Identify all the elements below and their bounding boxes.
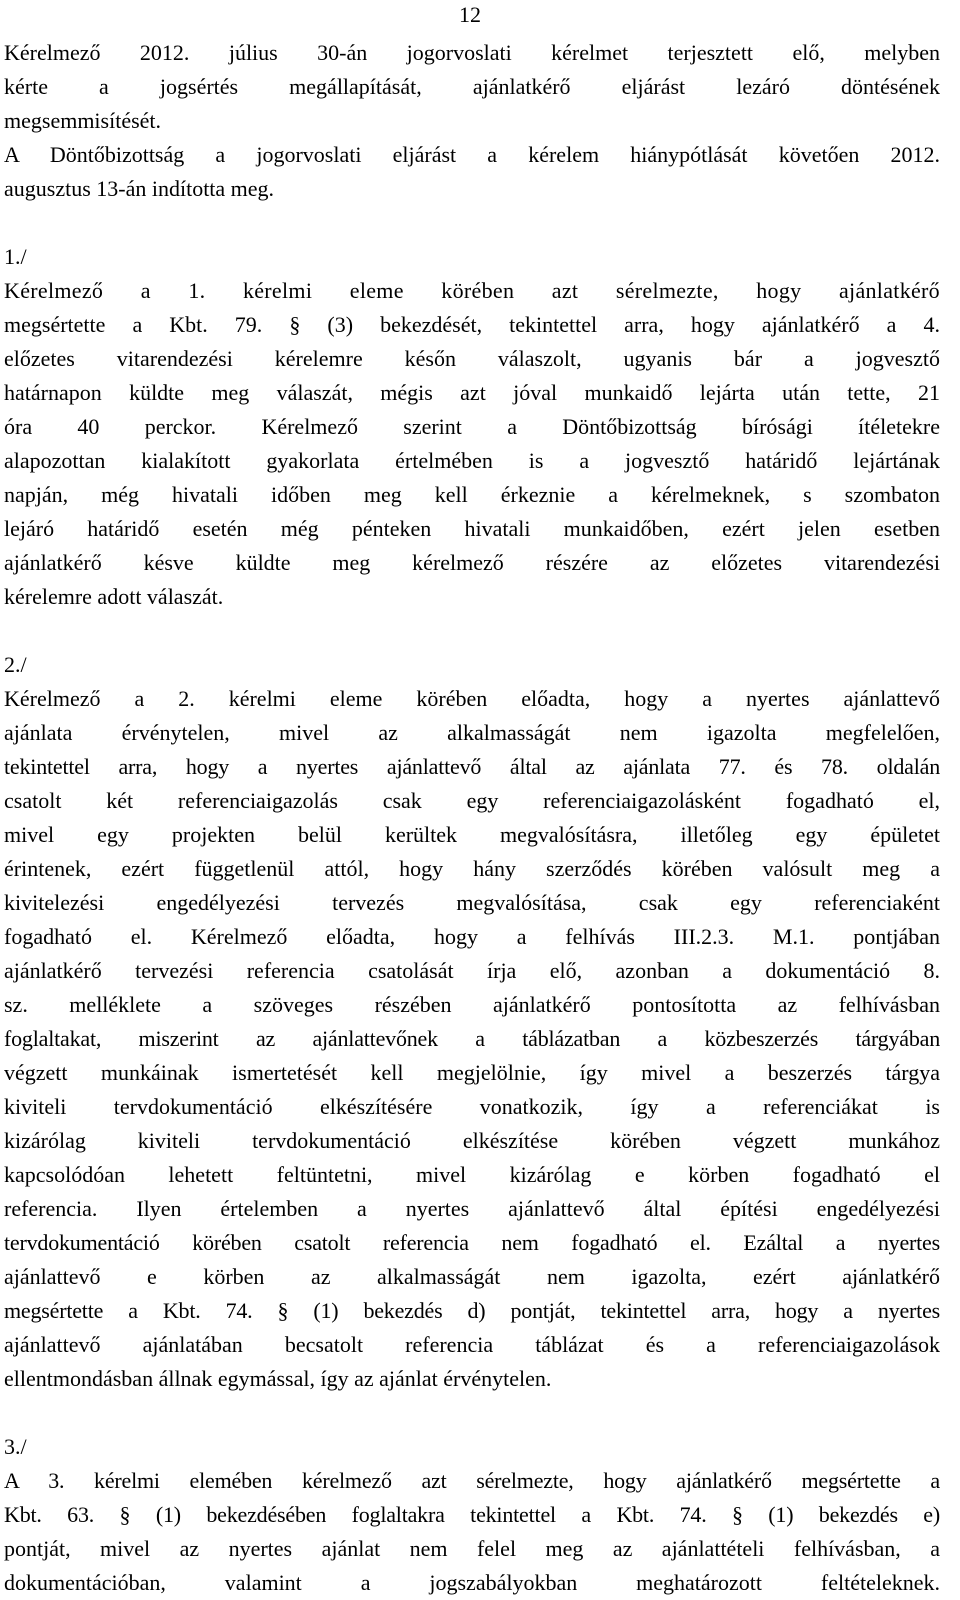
text-line: végzett munkáinak ismertetését kell megjelölnie, így mivel a beszerzés tárgya <box>4 1060 940 1085</box>
text-line: fogadható el. Kérelmező előadta, hogy a felhívás III.2.3. M.1. pontjában <box>4 924 940 949</box>
section-heading: 1./ <box>4 244 27 269</box>
section-3 <box>4 1430 940 1600</box>
text-line: napján, még hivatali időben meg kell érkeznie a kérelmeknek, s szombaton <box>4 482 940 507</box>
paragraph-gap <box>4 614 940 648</box>
section-2 <box>4 648 940 1396</box>
section-heading: 2./ <box>4 652 27 677</box>
text-line: augusztus 13-án indította meg. <box>4 176 275 201</box>
text-line: tervdokumentáció körében csatolt referencia nem fogadható el. Ezáltal a nyertes <box>4 1230 940 1255</box>
section-1 <box>4 240 940 614</box>
text-line: ajánlata érvénytelen, mivel az alkalmasságát nem igazolta megfelelően, <box>4 720 940 745</box>
text-line: kérte a jogsértés megállapítását, ajánlatkérő eljárást lezáró döntésének <box>4 74 940 99</box>
text-line: Kérelmező a 1. kérelmi eleme körében azt sérelmezte, hogy ajánlatkérő <box>4 278 940 303</box>
text-line: sz. melléklete a szöveges részében ajánlatkérő pontosította az felhívásban <box>4 992 940 1017</box>
text-line: ellentmondásban állnak egymással, így az ajánlat érvénytelen. <box>4 1366 552 1391</box>
text-line: előzetes vitarendezési kérelemre későn válaszolt, ugyanis bár a jogvesztő <box>4 346 940 371</box>
text-line: határnapon küldte meg válaszát, mégis azt jóval munkaidő lejárta után tette, 21 <box>4 380 940 405</box>
paragraph-gap <box>4 206 940 240</box>
text-line: megsértette a Kbt. 74. § (1) bekezdés d) pontját, tekintettel arra, hogy a nyertes <box>4 1298 940 1323</box>
text-line: megsemmisítését. <box>4 108 162 133</box>
text-line: ajánlattevő e körben az alkalmasságát nem igazolta, ezért ajánlatkérő <box>4 1264 940 1289</box>
text-line: A Döntőbizottság a jogorvoslati eljárást a kérelem hiánypótlását követően 2012. <box>4 142 940 167</box>
paragraph-gap <box>4 1396 940 1430</box>
text-line: A 3. kérelmi elemében kérelmező azt sérelmezte, hogy ajánlatkérő megsértette a <box>4 1468 940 1493</box>
text-line: ajánlatkérő késve küldte meg kérelmező részére az előzetes vitarendezési <box>4 550 940 575</box>
text-line: mivel egy projekten belül kerültek megvalósításra, illetőleg egy épületet <box>4 822 940 847</box>
text-line: ajánlatkérő tervezési referencia csatolását írja elő, azonban a dokumentáció 8. <box>4 958 940 983</box>
text-line: foglaltakat, miszerint az ajánlattevőnek a táblázatban a közbeszerzés tárgyában <box>4 1026 940 1051</box>
section-heading: 3./ <box>4 1434 27 1459</box>
text-line: pontját, mivel az nyertes ajánlat nem felel meg az ajánlattételi felhívásban, a <box>4 1536 940 1561</box>
text-line: kivitelezési engedélyezési tervezés megvalósítása, csak egy referenciaként <box>4 890 940 915</box>
text-line: tekintettel arra, hogy a nyertes ajánlattevő által az ajánlata 77. és 78. oldalán <box>4 754 940 779</box>
text-line: kapcsolódóan lehetett feltüntetni, mivel kizárólag e körben fogadható el <box>4 1162 940 1187</box>
text-line: Kérelmező 2012. július 30-án jogorvoslati kérelmet terjesztett elő, melyben <box>4 40 940 65</box>
text-line: referencia. Ilyen értelemben a nyertes ajánlattevő által építési engedélyezési <box>4 1196 940 1221</box>
text-line: kérelemre adott válaszát. <box>4 584 224 609</box>
document-body <box>4 36 940 1600</box>
text-line: érintenek, ezért függetlenül attól, hogy hány szerződés körében valósult meg a <box>4 856 940 881</box>
text-line: lejáró határidő esetén még pénteken hivatali munkaidőben, ezért jelen esetben <box>4 516 940 541</box>
page-number: 12 <box>459 2 481 27</box>
text-line: kiviteli tervdokumentáció elkészítésére vonatkozik, így a referenciákat is <box>4 1094 940 1119</box>
text-line: ajánlattevő ajánlatában becsatolt referencia táblázat és a referenciaigazolások <box>4 1332 940 1357</box>
text-line: Kbt. 63. § (1) bekezdésében foglaltakra tekintettel a Kbt. 74. § (1) bekezdés e) <box>4 1502 940 1527</box>
text-line: óra 40 perckor. Kérelmező szerint a Döntőbizottság bírósági ítéletekre <box>4 414 940 439</box>
paragraph-intro <box>4 36 940 206</box>
text-line: megsértette a Kbt. 79. § (3) bekezdését, tekintettel arra, hogy ajánlatkérő a 4. <box>4 312 940 337</box>
text-line: kizárólag kiviteli tervdokumentáció elkészítése körében végzett munkához <box>4 1128 940 1153</box>
text-line: alapozottan kialakított gyakorlata értelmében is a jogvesztő határidő lejártának <box>4 448 940 473</box>
text-line: Kérelmező a 2. kérelmi eleme körében előadta, hogy a nyertes ajánlattevő <box>4 686 940 711</box>
text-line: csatolt két referenciaigazolás csak egy referenciaigazolásként fogadható el, <box>4 788 940 813</box>
text-line: dokumentációban, valamint a jogszabályokban meghatározott feltételeknek. <box>4 1570 940 1595</box>
